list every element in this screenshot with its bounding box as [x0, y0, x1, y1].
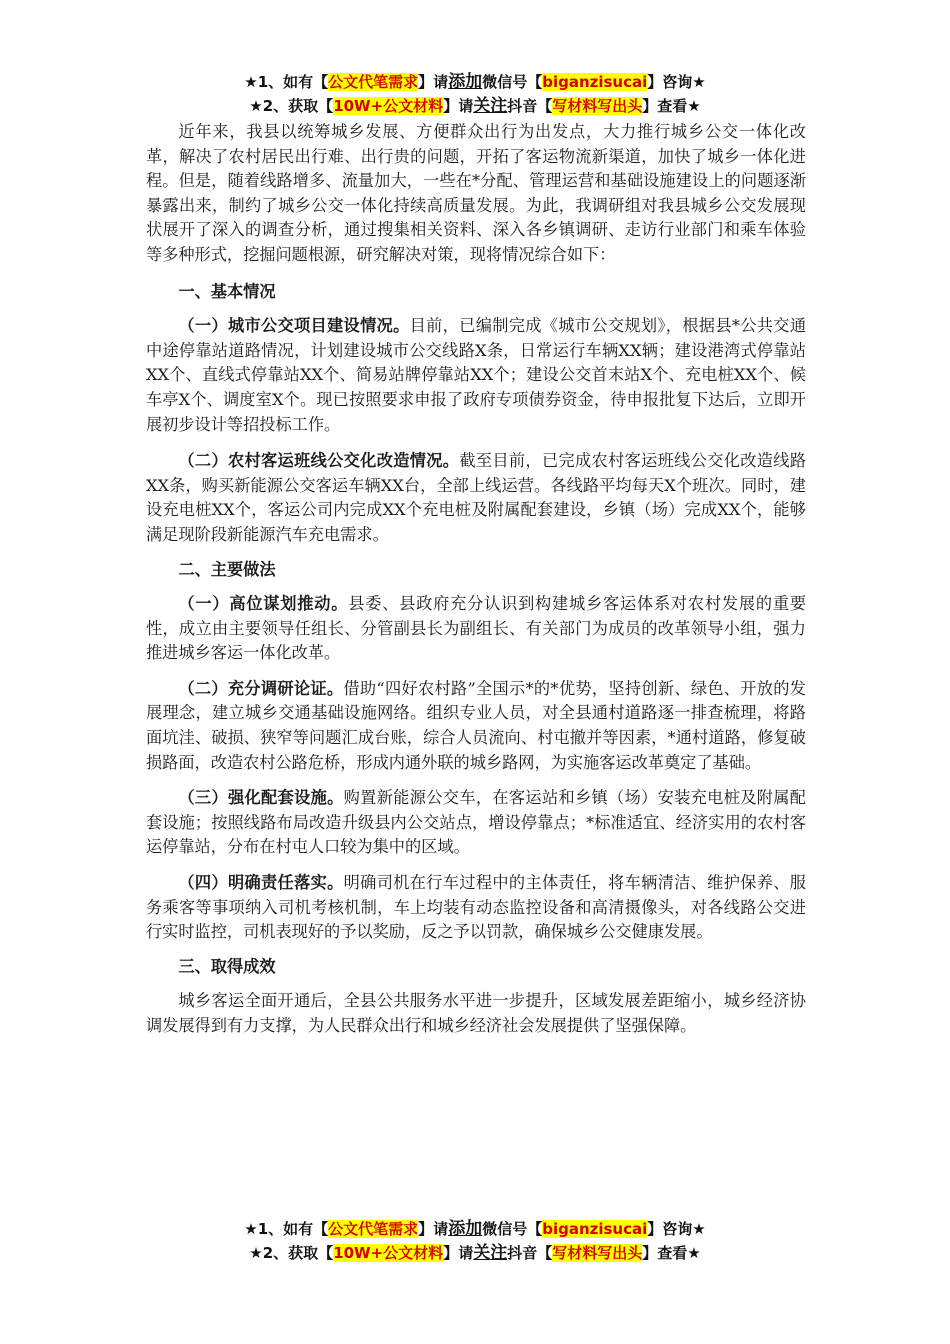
promo-text: 】查看★ [642, 1244, 701, 1262]
promo-text: ★2、获取【 [249, 97, 334, 115]
paragraph-measure-4 [146, 871, 806, 945]
promo-text: ★2、获取【 [249, 1244, 334, 1262]
paragraph-text: 购置新能源公交车，在客运站和乡镇（场）安装充电桩及附属配套设施；按照线路布局改造升级县内公交站点，增设停靠点；*标准适宜、经济实用的农村客运停靠站，分布在村屯人口较为集中的区域。 [146, 788, 806, 857]
paragraph-city-bus [146, 314, 806, 437]
subheading: （一）高位谋划推动。 [178, 594, 349, 614]
promo-line-2 [0, 94, 950, 118]
promo-text: 微信号【 [482, 1220, 543, 1238]
promo-underlined: 添加 [448, 72, 483, 92]
promo-highlight: 公文代笔需求 [328, 1220, 419, 1238]
paragraph-text: 目前，已编制完成《城市公交规划》，根据县*公共交通中途停靠站道路情况，计划建设城市公交线路X条，日常运行车辆XX辆；建设港湾式停靠站XX个、直线式停靠站XX个、简易站牌停靠站XX个；建设公交首末站X个、充电桩XX个、候车亭X个、调度室X个。现已按照要求申报了政府专项债券资金，待申报批复下达后，立即开展初步设计等招投标工作。 [146, 316, 807, 434]
promo-text: 】咨询★ [647, 1220, 706, 1238]
promo-underlined: 关注 [473, 96, 508, 116]
promo-line-1 [0, 1217, 950, 1241]
promo-text: 】请 [418, 1220, 449, 1238]
promo-wechat-id: biganzisucai [542, 73, 648, 91]
promo-wechat-id: biganzisucai [542, 1220, 648, 1238]
promo-banner-bottom [0, 1217, 950, 1265]
section-heading-measures: 二、主要做法 [178, 559, 276, 579]
promo-text: ★1、如有【 [244, 73, 329, 91]
section-heading-basic: 一、基本情况 [178, 281, 276, 301]
paragraph-text: 借助“四好农村路”全国示*的*优势，坚持创新、绿色、开放的发展理念，建立城乡交通基础设施网络。组织专业人员，对全县通村道路逐一排查梳理，将路面坑洼、破损、狭窄等问题汇成台账，综合人员流向、村屯撤并等因素，*通村道路，修复破损路面，改造农村公路危桥，形成内通外联的城乡路网，为实施客运改革奠定了基础。 [146, 678, 806, 772]
paragraph-text: 明确司机在行车过程中的主体责任，将车辆清洁、维护保养、服务乘客等事项纳入司机考核机制，车上均装有动态监控设备和高清摄像头，对各线路公交进行实时监控，司机表现好的予以奖励，反之予以罚款，确保城乡公交健康发展。 [146, 873, 806, 942]
results-paragraph: 城乡客运全面开通后，全县公共服务水平进一步提升，区域发展差距缩小，城乡经济协调发展得到有力支撑，为人民群众出行和城乡经济社会发展提供了坚强保障。 [146, 991, 806, 1035]
promo-underlined: 添加 [448, 1219, 483, 1239]
subheading: （一）城市公交项目建设情况。 [178, 316, 410, 336]
promo-line-2 [0, 1241, 950, 1265]
subheading: （二）充分调研论证。 [178, 678, 344, 698]
subheading: （三）强化配套设施。 [178, 788, 344, 808]
intro-paragraph: 近年来，我县以统筹城乡发展、方便群众出行为出发点，大力推行城乡公交一体化改革，解决了农村居民出行难、出行贵的问题，开拓了客运物流新渠道，加快了城乡一体化进程。但是，随着线路增多、流量加大，一些在*分配、管理运营和基础设施建设上的问题逐渐暴露出来，制约了城乡公交一体化持续高质量发展。为此，我调研组对我县城乡公交发展现状展开了深入的调查分析，通过搜集相关资料、深入各乡镇调研、走访行业部门和乘车体验等多种形式，挖掘问题根源，研究解决对策，现将情况综合如下： [146, 122, 806, 264]
subheading: （四）明确责任落实。 [178, 873, 344, 893]
section-heading-results: 三、取得成效 [178, 956, 276, 976]
paragraph-measure-2 [146, 677, 806, 775]
promo-text: 微信号【 [482, 73, 543, 91]
promo-text: 抖音【 [507, 97, 553, 115]
promo-text: 】请 [443, 1244, 474, 1262]
promo-text: ★1、如有【 [244, 1220, 329, 1238]
promo-text: 】请 [418, 73, 449, 91]
promo-highlight: 10W+公文材料 [333, 1244, 444, 1262]
paragraph-text: 县委、县政府充分认识到构建城乡客运体系对农村发展的重要性，成立由主要领导任组长、分管副县长为副组长、有关部门为成员的改革领导小组，强力推进城乡客运一体化改革。 [146, 594, 807, 663]
paragraph-measure-3 [146, 786, 806, 860]
promo-text: 】查看★ [642, 97, 701, 115]
promo-highlight: 10W+公文材料 [333, 97, 444, 115]
subheading: （二）农村客运班线公交化改造情况。 [178, 451, 460, 471]
paragraph-text: 截至目前，已完成农村客运班线公交化改造线路XX条，购买新能源公交客运车辆XX台，全部上线运营。各线路平均每天X个班次。同时，建设充电桩XX个，客运公司内完成XX个充电桩及附属配套建设，乡镇（场）完成XX个，能够满足现阶段新能源汽车充电需求。 [146, 451, 807, 544]
promo-text: 】请 [443, 97, 474, 115]
promo-text: 】咨询★ [647, 73, 706, 91]
promo-line-1 [0, 70, 950, 94]
promo-highlight: 公文代笔需求 [328, 73, 419, 91]
document-body [146, 120, 806, 1039]
promo-banner-top [0, 70, 950, 118]
promo-underlined: 关注 [473, 1243, 508, 1263]
promo-douyin-account: 写材料写出头 [552, 97, 643, 115]
promo-douyin-account: 写材料写出头 [552, 1244, 643, 1262]
promo-text: 抖音【 [507, 1244, 553, 1262]
paragraph-measure-1 [146, 592, 806, 666]
paragraph-rural-bus [146, 449, 806, 547]
